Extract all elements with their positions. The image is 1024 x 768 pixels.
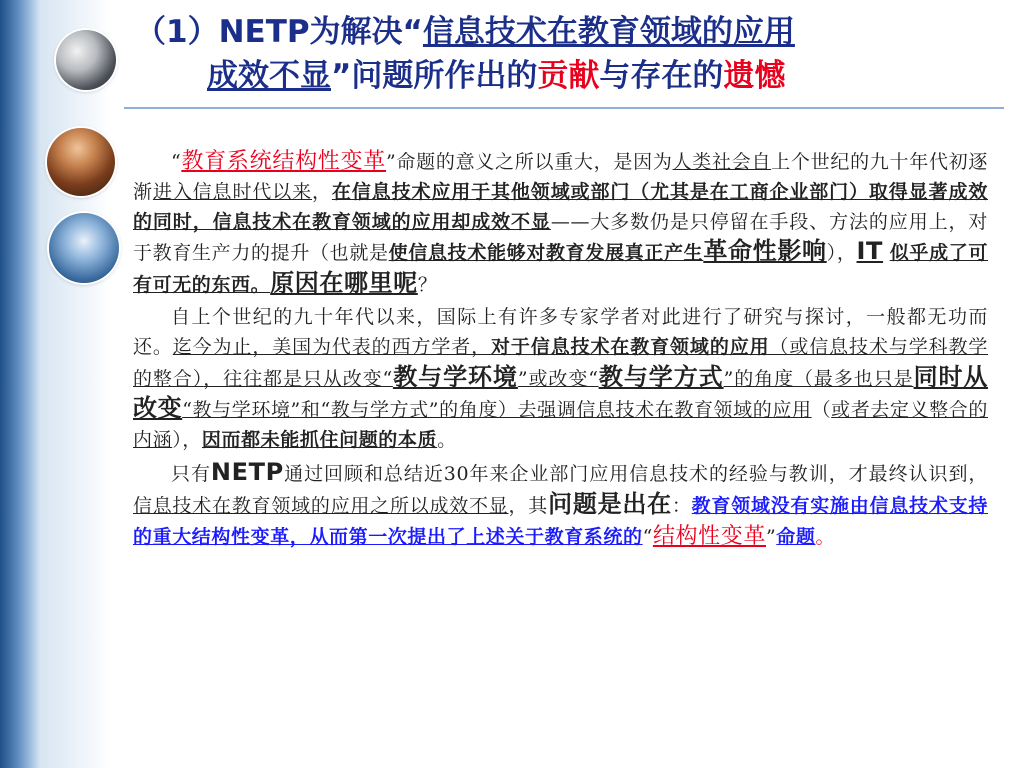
text-run: 只有 xyxy=(171,462,211,485)
text-run: 命题的意义之所以重大，是因为 xyxy=(396,151,673,173)
title-regret: 遗憾 xyxy=(723,58,786,94)
title-prefix: （1）NETP为解决“ xyxy=(135,14,423,50)
text-run: 自上个世纪的九十年代以来，国际上有许多专家学者对此进行了研究与探讨，一般都无功而还。 xyxy=(133,305,988,358)
office-objects-photo xyxy=(56,30,116,90)
text-run: 对于信息技术在教育领域的应用 xyxy=(491,335,770,358)
text-run: 革命性影响 xyxy=(703,237,827,266)
text-run: 因而都未能抓住问题的本质 xyxy=(201,429,438,452)
text-run: NETP xyxy=(210,457,284,486)
text-run: 在信息技术应用于其他领域或部门（尤其是在工商企业部门）取得显著成效的同时，信息技术在教育领域的应用却成效不显 xyxy=(133,180,988,233)
title-contribution: 贡献 xyxy=(537,58,600,94)
text-run: 结构性变革 xyxy=(652,523,766,549)
text-run: 进入信息时代以来 xyxy=(152,180,313,203)
text-run: ，其 xyxy=(508,494,549,517)
text-run: ）， xyxy=(172,429,202,452)
slide-body xyxy=(133,147,988,552)
text-run: 。 xyxy=(815,525,836,548)
title-topic-end: 成效不显 xyxy=(207,58,331,94)
text-run: （或信息技术与学科教学的整合） xyxy=(133,335,988,390)
text-run: 命题 xyxy=(776,525,816,548)
text-run: —— xyxy=(550,210,591,233)
text-run: 上个世纪的九十年代初逐渐 xyxy=(133,151,988,203)
text-run: ” xyxy=(765,525,777,548)
text-run: 通过回顾和总结近30年来企业部门应用信息技术的经验与教训，才最终认识到， xyxy=(283,462,989,485)
text-run: （ xyxy=(811,399,832,422)
text-run: 问题是出在 xyxy=(548,489,672,518)
text-run: 教与学方式 xyxy=(598,362,724,391)
text-run: 大多数仍是只停留在手段、方法的应用上，对于教育生产力的提升（也就是 xyxy=(133,210,988,265)
text-run: ）， xyxy=(826,242,857,265)
quote-mark: ” xyxy=(385,151,397,173)
slide-title xyxy=(135,10,1005,98)
title-mid: ”问题所作出的 xyxy=(331,58,538,94)
paragraph-2 xyxy=(133,303,988,456)
text-run: ， xyxy=(312,180,332,203)
text-run: 教育领域没有实施由信息技术支持的重大结构性变革，从而第一次提出了上述关于教育系统的 xyxy=(133,494,988,548)
text-run: 迄今为止，美国为代表的西方学者， xyxy=(172,335,492,358)
quote-mark: “ xyxy=(171,151,182,173)
text-run: “ xyxy=(642,525,653,548)
paragraph-3 xyxy=(133,458,988,552)
text-run: 同时从改变 xyxy=(133,362,989,423)
text-run: IT xyxy=(856,237,884,266)
text-run: ”或改变“ xyxy=(517,367,599,390)
title-divider xyxy=(124,107,1004,109)
text-run: 信息技术在教育领域的应用之所以成效不显 xyxy=(133,494,509,517)
text-run: 。 xyxy=(437,429,457,452)
title-line-2 xyxy=(135,54,1005,98)
paragraph-1 xyxy=(133,147,988,301)
text-run: 人类社会自 xyxy=(672,151,772,173)
highlight-education-reform: 教育系统结构性变革 xyxy=(181,149,386,174)
text-run: ”的角度（最多也只是 xyxy=(723,367,914,390)
title-and: 与存在的 xyxy=(599,58,724,94)
text-run: ？ xyxy=(417,274,438,297)
text-run: ，往往都是只从改变“ xyxy=(203,367,393,390)
text-run: 似乎成了可有可无的东西。 xyxy=(133,242,989,297)
left-decor-fade xyxy=(40,0,110,768)
text-run: “教与学环境”和“教与学方式”的角度）去强调信息技术在教育领域的应用 xyxy=(182,399,812,422)
title-topic: 信息技术在教育领域的应用 xyxy=(422,14,795,50)
business-people-walking-photo xyxy=(49,213,119,283)
text-run: ： xyxy=(671,494,692,517)
text-run: 原因在哪里呢 xyxy=(270,269,418,298)
text-run: 使信息技术能够对教育发展真正产生 xyxy=(388,242,704,265)
businessman-phone-photo xyxy=(47,128,115,196)
text-run: 教与学环境 xyxy=(392,362,518,391)
left-decor-strip xyxy=(0,0,40,768)
text-run: 或者去定义整合的内涵 xyxy=(133,399,988,452)
